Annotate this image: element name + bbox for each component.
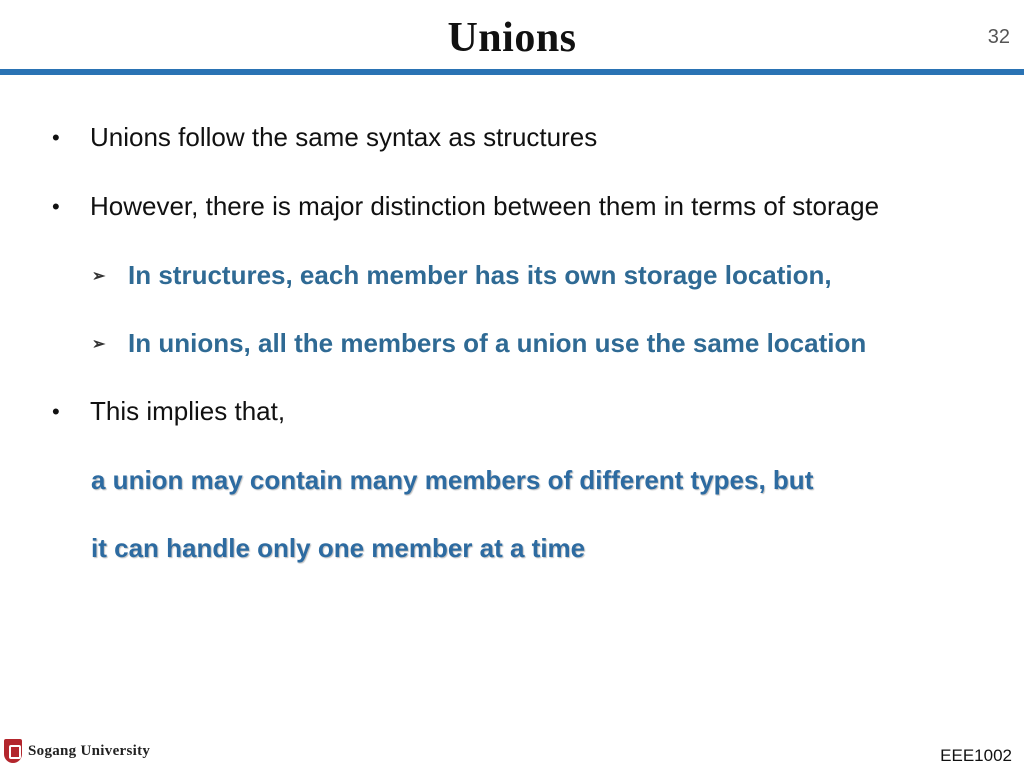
slide-number: 32 [987, 26, 1010, 48]
bullet-item [52, 122, 597, 153]
sub-point [92, 328, 866, 359]
bullet-text: Unions follow the same syntax as structures [90, 122, 598, 152]
university-name: Sogang University [28, 742, 151, 759]
bullet-text: This implies that, [90, 396, 286, 426]
sub-point-text: In unions, all the members of a union use the same location [128, 328, 867, 358]
emphasis-line: a union may contain many members of different types, but [91, 465, 814, 495]
bullet-item [52, 396, 285, 427]
sub-point [92, 260, 832, 291]
university-logo [4, 738, 150, 764]
sub-point-text: In structures, each member has its own storage location, [128, 260, 832, 290]
arrow-bullet-icon: ➢ [92, 335, 106, 353]
university-seal-icon [4, 739, 22, 763]
bullet-icon: • [52, 193, 60, 219]
arrow-bullet-icon: ➢ [92, 267, 106, 285]
course-code: EEE1002 [940, 746, 1012, 765]
bullet-item [52, 191, 879, 222]
emphasis-line: it can handle only one member at a time [91, 533, 586, 563]
title-divider [0, 69, 1024, 75]
bullet-icon: • [52, 398, 60, 424]
slide-title: Unions [447, 15, 577, 61]
bullet-icon: • [52, 124, 60, 150]
bullet-text: However, there is major distinction between them in terms of storage [90, 191, 880, 221]
